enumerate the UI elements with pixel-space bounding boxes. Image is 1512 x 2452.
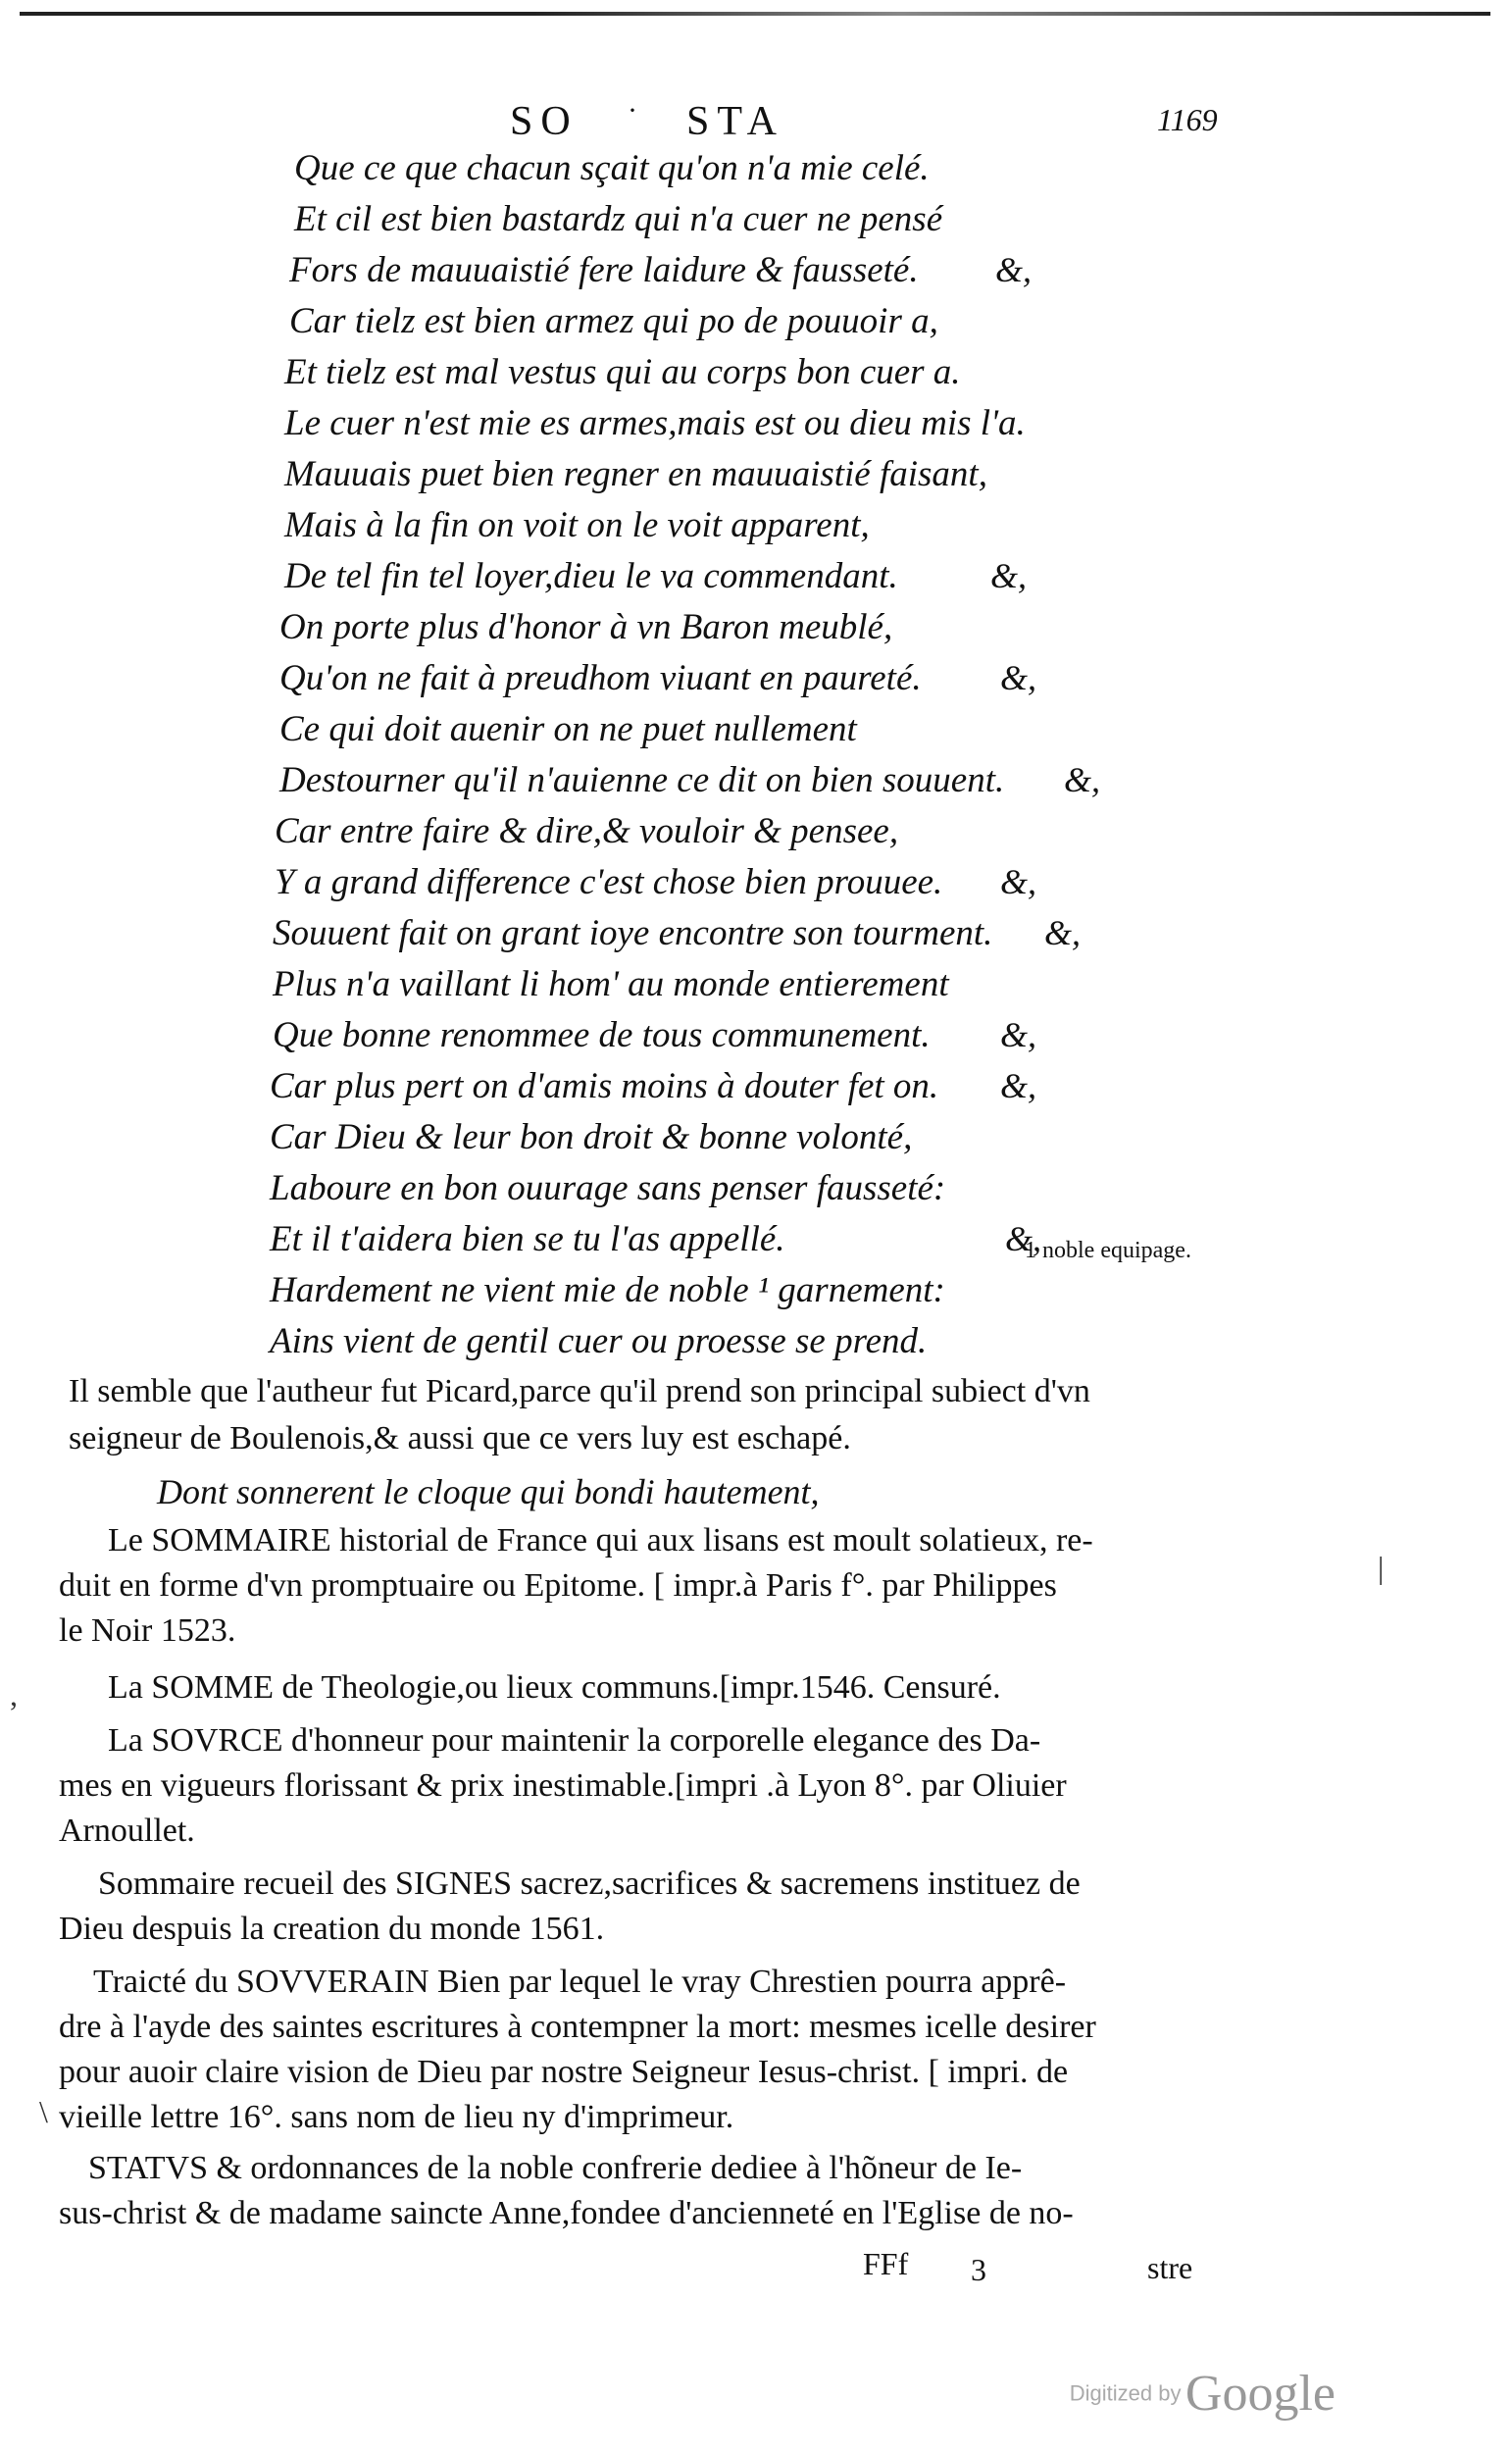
verse-line: Et il t'aidera bien se tu l'as appellé.: [270, 1219, 785, 1259]
amp-marker: &,: [1005, 1219, 1042, 1258]
verse-line: Et tielz est mal vestus qui au corps bon cuer a.: [284, 352, 961, 392]
verse-line: Fors de mauuaistié fere laidure & fausseté.: [289, 250, 919, 290]
entry-sommaire: le Noir 1523.: [59, 1612, 236, 1649]
amp-marker: &,: [1000, 1066, 1037, 1105]
signature-mark: FFf: [863, 2246, 909, 2281]
entry-sommaire: Le SOMMAIRE historial de France qui aux lisans est moult solatieux, re-: [108, 1522, 1093, 1558]
amp-marker: &,: [1064, 760, 1101, 799]
verse-line: Ains vient de gentil cuer ou proesse se prend.: [270, 1321, 928, 1361]
quoted-verse: Dont sonnerent le cloque qui bondi hautement,: [157, 1472, 820, 1511]
entry-sovrce: Arnoullet.: [59, 1813, 195, 1849]
verse-line: Car entre faire & dire,& vouloir & pensee,: [275, 811, 899, 851]
header-right: STA: [686, 99, 784, 144]
signature-number: 3: [971, 2252, 986, 2287]
verse-line: Y a grand difference c'est chose bien prouuee.: [275, 862, 943, 902]
entry-sommaire: duit en forme d'vn promptuaire ou Epitome. [ impr.à Paris f°. par Philippes: [59, 1567, 1057, 1604]
amp-marker: &,: [1044, 913, 1082, 952]
entry-statvs: STATVS & ordonnances de la noble confrerie dediee à l'hõneur de Ie-: [88, 2150, 1023, 2186]
header-left: SO: [510, 99, 579, 144]
entry-somme: La SOMME de Theologie,ou lieux communs.[impr.1546. Censuré.: [108, 1669, 1001, 1706]
running-header: [0, 94, 1512, 147]
amp-marker: &,: [990, 556, 1028, 595]
verse-line: Car Dieu & leur bon droit & bonne volonté,: [270, 1117, 913, 1157]
verse-line: On porte plus d'honor à vn Baron meublé,: [279, 607, 893, 647]
entry-souverain: pour auoir claire vision de Dieu par nostre Seigneur Iesus-christ. [ impri. de: [59, 2054, 1069, 2090]
margin-mark-symbol: ,: [10, 1677, 18, 1712]
entry-signes: Dieu despuis la creation du monde 1561.: [59, 1911, 605, 1947]
prose-line: seigneur de Boulenois,& aussi que ce vers luy est eschapé.: [69, 1420, 851, 1456]
amp-marker: &,: [1000, 1015, 1037, 1054]
verse-line: Ce qui doit auenir on ne puet nullement: [279, 709, 857, 749]
verse-line: Mais à la fin on voit on le voit apparent,: [284, 505, 870, 545]
verse-line: Souuent fait on grant ioye encontre son tourment.: [273, 913, 993, 953]
margin-mark-symbol: |: [1378, 1550, 1385, 1585]
verse-line: Qu'on ne fait à preudhom viuant en paureté.: [279, 658, 922, 698]
amp-marker: &,: [1000, 862, 1037, 901]
margin-note: 1 noble equipage.: [1025, 1238, 1191, 1263]
entry-statvs: sus-christ & de madame saincte Anne,fondee d'ancienneté en l'Eglise de no-: [59, 2195, 1074, 2231]
entry-signes: Sommaire recueil des SIGNES sacrez,sacrifices & sacremens instituez de: [98, 1865, 1081, 1902]
verse-line: De tel fin tel loyer,dieu le va commendant.: [284, 556, 898, 596]
header-dot: ·: [628, 94, 645, 127]
amp-marker: &,: [995, 250, 1033, 289]
entry-sovrce: La SOVRCE d'honneur pour maintenir la corporelle elegance des Da-: [108, 1722, 1041, 1759]
entry-souverain: dre à l'ayde des saintes escritures à contempner la mort: mesmes icelle desirer: [59, 2009, 1096, 2045]
entry-souverain: vieille lettre 16°. sans nom de lieu ny d'imprimeur.: [59, 2099, 734, 2135]
google-logo: Google: [1184, 2366, 1336, 2422]
margin-mark-symbol: \: [39, 2094, 48, 2129]
page-number: 1169: [1157, 102, 1218, 137]
prose-line: Il semble que l'autheur fut Picard,parce qu'il prend son principal subiect d'vn: [69, 1373, 1090, 1409]
amp-marker: &,: [1000, 658, 1037, 697]
digitized-text: Digitized by: [1069, 2380, 1182, 2406]
top-rule: [20, 12, 1490, 16]
verse-line: Destourner qu'il n'auienne ce dit on bien souuent.: [279, 760, 1005, 800]
verse-line: Hardement ne vient mie de noble ¹ garnement:: [270, 1270, 945, 1310]
catchword: stre: [1147, 2250, 1193, 2285]
verse-line: Que bonne renommee de tous communement.: [273, 1015, 931, 1055]
verse-line: Mauuais puet bien regner en mauuaistié faisant,: [284, 454, 987, 494]
verse-line: Le cuer n'est mie es armes,mais est ou dieu mis l'a.: [284, 403, 1026, 443]
verse-line: Et cil est bien bastardz qui n'a cuer ne pensé: [294, 199, 943, 239]
verse-line: Que ce que chacun sçait qu'on n'a mie celé.: [294, 148, 930, 188]
digitized-footer: [1070, 2365, 1336, 2423]
verse-line: Car tielz est bien armez qui po de pouuoir a,: [289, 301, 938, 341]
verse-line: Laboure en bon ouurage sans penser fausseté:: [270, 1168, 946, 1208]
verse-line: Car plus pert on d'amis moins à douter fet on.: [270, 1066, 939, 1106]
verse-line: Plus n'a vaillant li hom' au monde entierement: [273, 964, 949, 1004]
entry-souverain: Traicté du SOVVERAIN Bien par lequel le vray Chrestien pourra apprê-: [93, 1964, 1067, 2000]
entry-sovrce: mes en vigueurs florissant & prix inestimable.[impri .à Lyon 8°. par Oliuier: [59, 1767, 1067, 1804]
